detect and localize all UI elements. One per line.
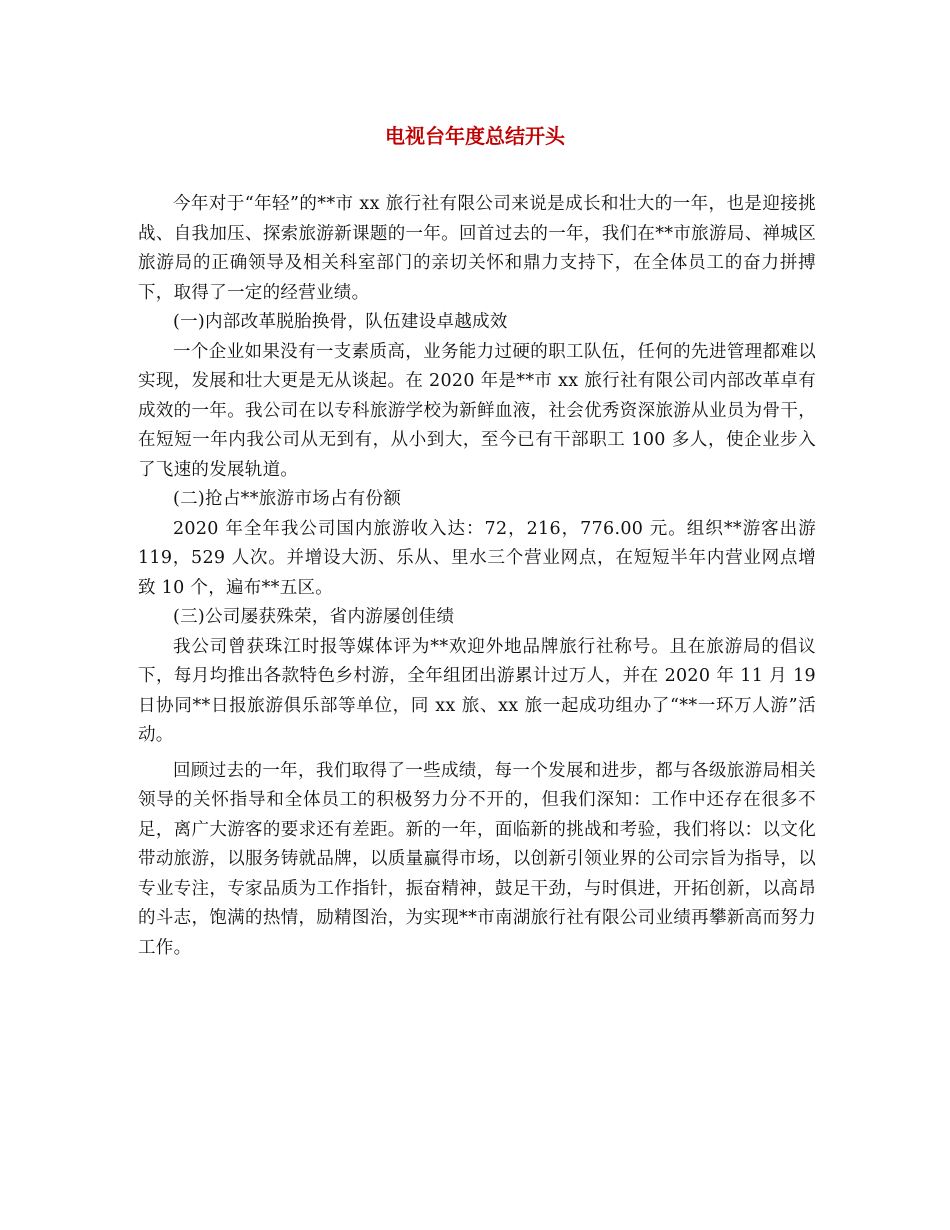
document-title: 电视台年度总结开头: [385, 124, 565, 148]
section-paragraph-3: 我公司曾获珠江时报等媒体评为**欢迎外地品牌旅行社称号。且在旅游局的倡议下，每月均推出各款特色乡村游，全年组团出游累计过万人，并在 2020 年 11 月 19 日协同**日报旅游俱乐部等单位，同 xx 旅、xx 旅一起成功组办了“**一环万人游”活动。: [138, 636, 816, 745]
section-paragraph-1: 一个企业如果没有一支素质高，业务能力过硬的职工队伍，任何的先进管理都难以实现，发展和壮大更是无从谈起。在 2020 年是**市 xx 旅行社有限公司内部改革卓有成效的一年。我公司在以专科旅游学校为新鲜血液，社会优秀资深旅游从业员为骨干，在短短一年内我公司从无到有，从小到大，至今已有干部职工 100 多人，使企业步入了飞速的发展轨道。: [138, 341, 816, 480]
section-heading-3: (三)公司屡获殊荣，省内游屡创佳绩: [173, 607, 455, 627]
document-body: [138, 190, 816, 963]
section-heading-1: (一)内部改革脱胎换骨，队伍建设卓越成效: [173, 312, 508, 332]
section-paragraph-2: 2020 年全年我公司国内旅游收入达：72，216，776.00 元。组织**游客出游 119，529 人次。并增设大沥、乐从、里水三个营业网点，在短短半年内营业网点增致 10 个，遍布**五区。: [138, 518, 816, 598]
closing-paragraph: 回顾过去的一年，我们取得了一些成绩，每一个发展和进步，都与各级旅游局相关领导的关怀指导和全体员工的积极努力分不开的，但我们深知：工作中还存在很多不足，离广大游客的要求还有差距。新的一年，面临新的挑战和考验，我们将以：以文化带动旅游，以服务铸就品牌，以质量赢得市场，以创新引领业界的公司宗旨为指导，以专业专注，专家品质为工作指针，振奋精神，鼓足干劲，与时俱进，开拓创新，以高昂的斗志，饱满的热情，励精图治，为实现**市南湖旅行社有限公司业绩再攀新高而努力工作。: [138, 760, 816, 958]
section-heading-2: (二)抢占**旅游市场占有份额: [173, 489, 402, 509]
intro-paragraph: 今年对于“年轻”的**市 xx 旅行社有限公司来说是成长和壮大的一年，也是迎接挑战、自我加压、探索旅游新课题的一年。回首过去的一年，我们在**市旅游局、禅城区旅游局的正确领导及相关科室部门的亲切关怀和鼎力支持下，在全体员工的奋力拼搏下，取得了一定的经营业绩。: [138, 194, 816, 303]
